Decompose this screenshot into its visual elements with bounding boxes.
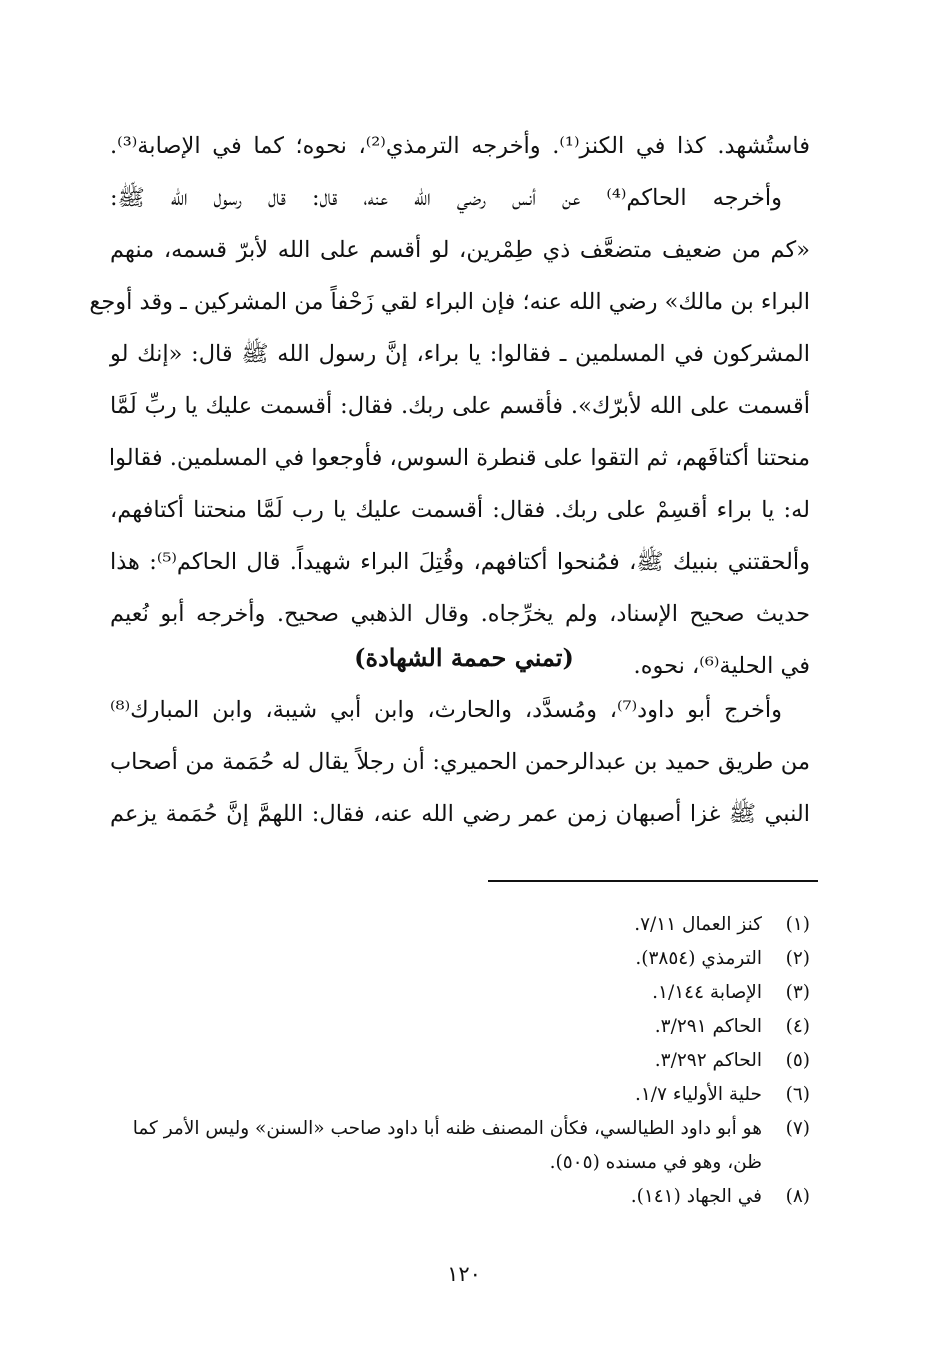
footnote-number: (٤): [785, 1016, 810, 1037]
footnote-item: [110, 1044, 810, 1078]
body-line: المشركون في المسلمين ـ فقالوا: يا براء، إنَّ رسول الله ﷺ قال: «إنك لو: [110, 341, 810, 367]
footnote-item: [110, 976, 810, 1010]
footnote-number: (١): [785, 914, 810, 935]
footnote-text: الحاكم ٣/٢٩٢.: [654, 1050, 762, 1071]
footnote-item: [110, 1112, 810, 1180]
footnote-number: (٧): [785, 1118, 810, 1139]
body-line: «كم من ضعيف متضعَّف ذي طِمْرين، لو أقسم على الله لأبرّ قسمه، منهم: [110, 237, 810, 263]
footnote-item: [110, 1010, 810, 1044]
body-line: النبي ﷺ غزا أصبهان زمن عمر رضي الله عنه، فقال: اللهمَّ إنَّ حُمَمة يزعم: [110, 801, 810, 827]
footnote-text: حلية الأولياء ١/٧.: [634, 1084, 762, 1105]
footnote-item: [110, 942, 810, 976]
footnote-item: [110, 1180, 810, 1214]
footnote-number: (٢): [785, 948, 810, 969]
footnote-text: الإصابة ١/١٤٤.: [652, 982, 762, 1003]
footnote-separator: [488, 880, 818, 882]
body-line: منحتنا أكتافَهم، ثم التقوا على قنطرة السوس، فأوجعوا في المسلمين. فقالوا: [108, 445, 810, 471]
footnote-text: الترمذي (٣٨٥٤).: [635, 948, 762, 969]
second-text-block: [110, 684, 810, 840]
footnote-number: (٣): [785, 982, 810, 1003]
body-line: البراء بن مالك» رضي الله عنه؛ فإن البراء لقي زَحْفاً من المشركين ـ وقد أوجع: [89, 289, 810, 315]
footnote-number: (٥): [785, 1050, 810, 1071]
footnote-text: كنز العمال ٧/١١.: [634, 914, 762, 935]
footnotes-list: [110, 908, 810, 1214]
body-line: وأخرج أبو داود⁽⁷⁾، ومُسدَّد، والحارث، وابن أبي شيبة، وابن المبارك⁽⁸⁾: [110, 697, 782, 723]
footnote-item: [110, 908, 810, 942]
main-text-block: [89, 120, 811, 692]
body-line: في الحلية⁽⁶⁾، نحوه.: [633, 653, 810, 679]
body-line: حديث صحيح الإسناد، ولم يخرِّجاه. وقال الذهبي صحيح. وأخرجه أبو نُعيم: [110, 601, 810, 627]
body-line: وألحقتني بنبيك ﷺ، فمُنحوا أكتافهم، وقُتِلَ البراء شهيداً. قال الحاكم⁽⁵⁾: هذا: [110, 549, 811, 575]
body-line: له: يا براء أقسِمْ على ربك. فقال: أقسمت عليك يا رب لَمَّا منحتنا أكتافهم،: [110, 497, 810, 523]
body-line: من طريق حميد بن عبدالرحمن الحميري: أن رجلاً يقال له حُمَمة من أصحاب: [110, 749, 810, 775]
body-line: فاستُشهد. كذا في الكنز⁽¹⁾. وأخرجه الترمذي⁽²⁾، نحوه؛ كما في الإصابة⁽³⁾.: [110, 133, 810, 159]
page-number: ١٢٠: [447, 1262, 481, 1286]
footnote-text: في الجهاد (١٤١).: [630, 1186, 762, 1207]
footnote-number: (٨): [785, 1186, 810, 1207]
footnote-item: [110, 1078, 810, 1112]
footnote-text: الحاكم ٣/٢٩١.: [654, 1016, 762, 1037]
body-line: أقسمت على الله لأبرّك». فأقسم على ربك. فقال: أقسمت عليك يا ربِّ لَمَّا: [110, 393, 810, 419]
footnote-text: هو أبو داود الطيالسي، فكأن المصنف ظنه أبا داود صاحب «السنن» وليس الأمر كما ظن، وهو في مسنده (٥٠٥).: [132, 1118, 762, 1173]
body-line: وأخرجه الحاكم⁽⁴⁾ عن أنس رضي الله عنه، قال: قال رسول الله ﷺ:: [110, 185, 782, 211]
section-heading: (تمني حممة الشهادة): [354, 643, 574, 672]
footnote-number: (٦): [785, 1084, 810, 1105]
